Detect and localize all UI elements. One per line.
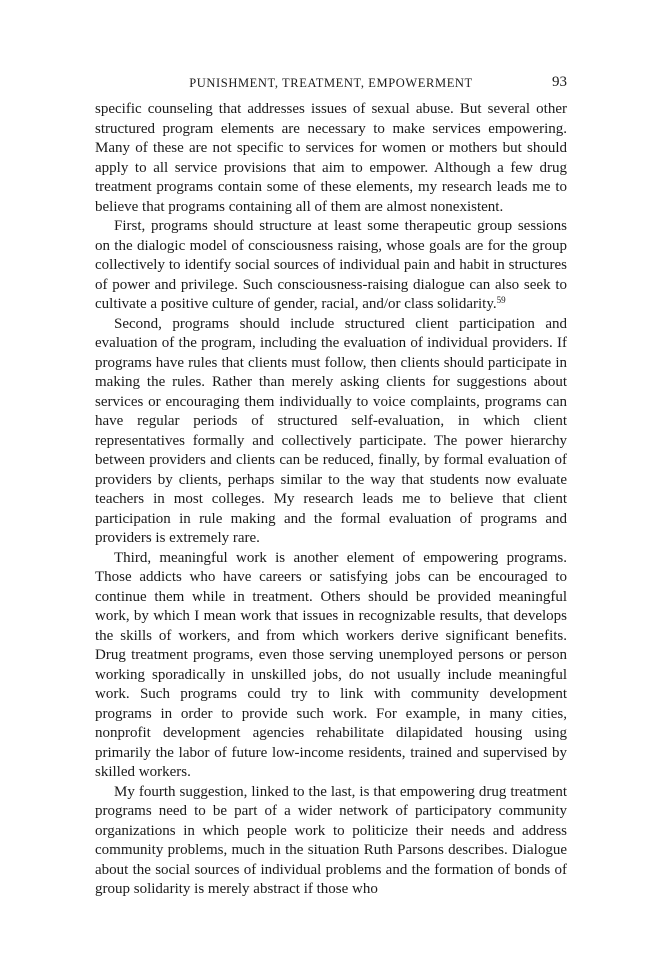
paragraph-community-network [95, 783, 567, 900]
paragraph-text: Second, programs should include structured client participation and evaluation of the program, including the evaluation of individual providers. If programs have rules that clients must follow, then clients should participate in making the rules. Rather than merely asking clients for suggestions about services or encouraging them individually to voice complaints, programs can have regular periods of structured self-evaluation, in which client representatives formally and collectively participate. The power hierarchy between providers and clients can be reduced, finally, by formal evaluation of providers by clients, perhaps similar to the way that students now evaluate teachers in most colleges. My research leads me to believe that client participation in rule making and the formal evaluation of programs and providers is extremely rare. [95, 315, 567, 546]
paragraph-continued [95, 100, 567, 217]
paragraph-text: specific counseling that addresses issues of sexual abuse. But several other structured program elements are necessary to make services empowering. Many of these are not specific to services for women or mothers but should apply to all service provisions that aim to empower. Although a few drug treatment programs contain some of these elements, my research leads me to believe that programs containing all of them are almost nonexistent. [95, 101, 567, 215]
paragraph-meaningful-work [95, 549, 567, 783]
page-number: 93 [552, 74, 567, 90]
paragraph-text: Third, meaningful work is another element of empowering programs. Those addicts who have careers or satisfying jobs can be encouraged to continue them while in treatment. Others should be provided meaningful work, by which I mean work that issues in recognizable results, that develops the skills of workers, and from which workers derive significant benefits. Drug treatment programs, even those serving unemployed persons or person working sporadically in unskilled jobs, do not usually include meaningful work. Such programs could try to link with community development programs in order to provide such work. For example, in many cities, nonprofit development agencies rehabilitate dilapidated housing using primarily the labor of future low-income residents, trained and supervised by skilled workers. [95, 549, 567, 780]
footnote-reference[interactable]: 59 [496, 295, 506, 305]
running-title: PUNISHMENT, TREATMENT, EMPOWERMENT [189, 76, 473, 90]
body-text [95, 100, 567, 900]
paragraph-consciousness-raising [95, 217, 567, 315]
paragraph-text: First, programs should structure at least some therapeutic group sessions on the dialogic model of consciousness raising, whose goals are for the group collectively to identify social sources of individual pain and habit in structures of power and privilege. Such consciousness-raising dialogue can also seek to cultivate a positive culture of gender, racial, and/or class solidarity. [95, 218, 567, 312]
running-header [95, 76, 567, 96]
paragraph-client-participation [95, 315, 567, 549]
paragraph-text: My fourth suggestion, linked to the last, is that empowering drug treatment programs need to be part of a wider network of participatory community organizations in which people work to politicize their needs and address community problems, much in the situation Ruth Parsons describes. Dialogue about the social sources of individual problems and the formation of bonds of group solidarity is merely abstract if those who [95, 783, 567, 897]
